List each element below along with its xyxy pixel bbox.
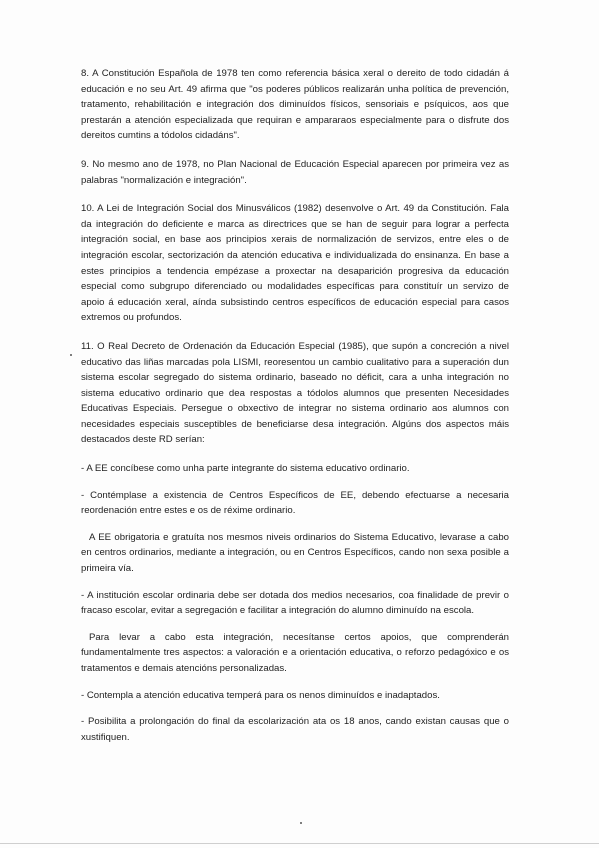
list-item: - Posibilita a prolongación do final da escolarización ata os 18 anos, cando existan causas que o xustifiquen. bbox=[81, 716, 509, 743]
paragraph-8: 8. A Constitución Española de 1978 ten como referencia básica xeral o dereito de todo cidadán á educación e no seu Art. 49 afirma que "os poderes públicos realizarán unha política de prevención, tratamento, rehabilitación e integración dos diminuídos físicos, sensoriais e psíquicos, aos que prestarán a atención especializada que requiran e ampararaos especialmente para o disfrute dos dereitos cumtins a tódolos cidadáns". bbox=[81, 68, 509, 142]
document-body bbox=[81, 66, 509, 756]
list-item: - Contempla a atención educativa temperá para os nenos diminuídos e inadaptados. bbox=[81, 689, 440, 701]
scan-speck bbox=[300, 822, 302, 824]
paragraph-9: 9. No mesmo ano de 1978, no Plan Nacional de Educación Especial aparecen por primeira vez as palabras "normalización e integración". bbox=[81, 158, 509, 186]
list-item: A EE obrigatoria e gratuíta nos mesmos niveis ordinarios do Sistema Educativo, levarase a cabo en centros ordinarios, mediante a integración, ou en Centros Específicos, cando non sexa posible a primeira vía. bbox=[81, 531, 509, 575]
scan-speck bbox=[70, 354, 72, 356]
list-item: Para levar a cabo esta integración, necesítanse certos apoios, que comprenderán fundamentalmente tres aspectos: a valoración e a orientación educativa, o reforzo pedagóxico e os tratamentos e demais atencións personalizadas. bbox=[81, 631, 509, 674]
paragraph-11: 11. O Real Decreto de Ordenación da Educación Especial (1985), que supón a concreción a nivel educativo das liñas marcadas pola LISMI, reoresentou un cambio cualitativo para a superación dun sistema escolar segregado do sistema ordinario, baseado no déficit, cara a unha integración no sistema educativo ordinario que dea respostas a tódolos alumnos que presenten Necesidades Educativas Especiais. Persegue o obxectivo de integrar no sistema ordinario aos alumnos con necesidades especiais susceptibles de beneficiarse desa integración. Algúns dos aspectos máis destacados deste RD serían: bbox=[81, 340, 509, 446]
paragraph-10: 10. A Lei de Integración Social dos Minusválicos (1982) desenvolve o Art. 49 da Constitución. Fala da integración do deficiente e marca as directrices que se han de seguir para lograr a perfecta integración social, en base aos principios xerais de normalización de servizos, entre eles o de integración escolar, sectorización da atención educativa e individualizada do ensinanza. En base a estes principios a tendencia empézase a proxectar na desaparición progresiva da educación especial como subgrupo diferenciado ou modalidades específicas para constituír un servizo de apoio á educación xeral, aínda subsistindo centros específicos de educación especial para casos extremos ou profundos. bbox=[81, 203, 509, 324]
scan-edge-line bbox=[0, 843, 599, 844]
list-item: - A institución escolar ordinaria debe ser dotada dos medios necesarios, coa finalidade de previr o fracaso escolar, evitar a segregación e facilitar a integración do alumno diminuído na escola. bbox=[81, 589, 509, 617]
list-item: - A EE concíbese como unha parte integrante do sistema educativo ordinario. bbox=[81, 463, 410, 475]
list-item: - Contémplase a existencia de Centros Específicos de EE, debendo efectuarse a necesaria reordenación entre estes e os de réxime ordinario. bbox=[81, 489, 509, 517]
